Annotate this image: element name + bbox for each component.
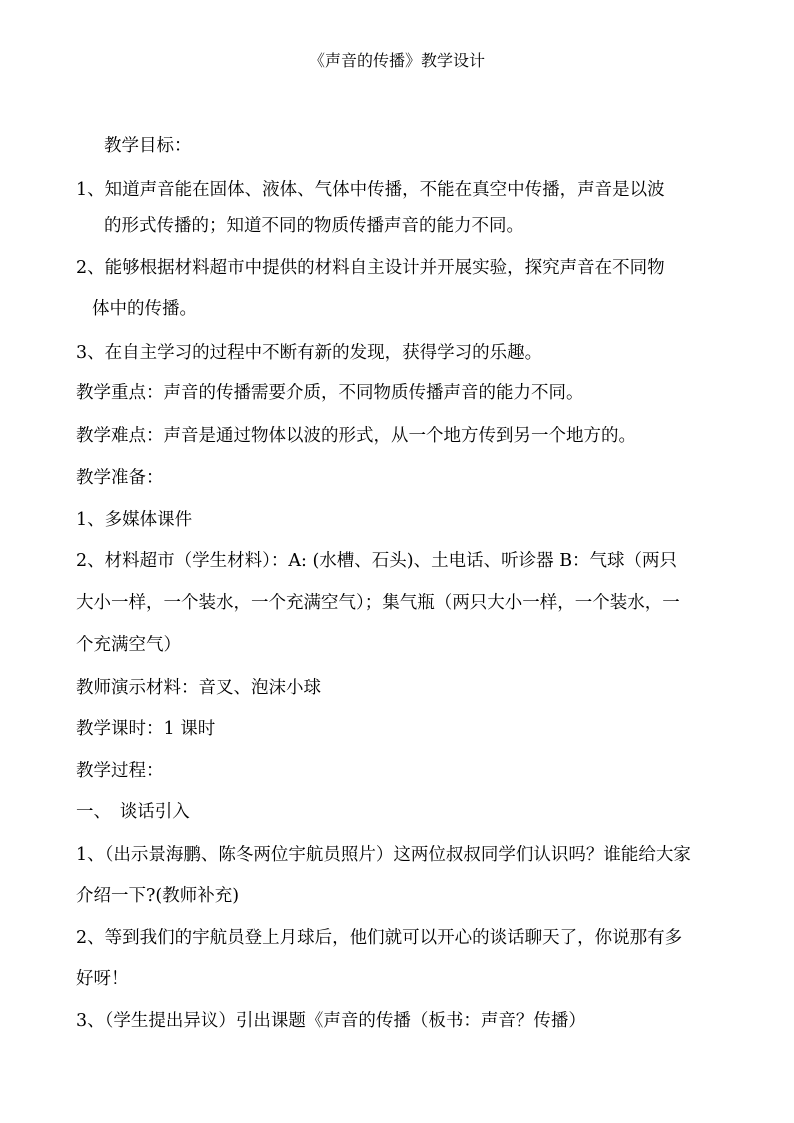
section-heading-objectives: 教学目标： [104, 136, 192, 156]
preparation-item-2-line-3: 个充满空气） [76, 635, 181, 655]
preparation-item-2-line-2: 大小一样，一个装水，一个充满空气）；集气瓶（两只大小一样，一个装水，一 [76, 593, 680, 613]
process-step-1-line-2: 介绍一下?(教师补充) [76, 886, 240, 906]
preparation-item-2-line-1: 2、材料超市（学生材料）：A: (水槽、石头)、土电话、听诊器 B：气球（两只 [76, 551, 678, 571]
objective-1-line-1: 1、知道声音能在固体、液体、气体中传播，不能在真空中传播，声音是以波 [76, 180, 665, 200]
process-step-2-line-2: 好呀！ [76, 969, 129, 989]
teacher-materials: 教师演示材料：音叉、泡沫小球 [76, 678, 321, 698]
objective-1-line-2: 的形式传播的；知道不同的物质传播声音的能力不同。 [104, 216, 524, 236]
process-part-1-heading: 一、 谈话引入 [76, 802, 190, 822]
process-step-2-line-1: 2、等到我们的宇航员登上月球后，他们就可以开心的谈话聊天了，你说那有多 [76, 928, 683, 948]
class-hours: 教学课时：1 课时 [76, 719, 216, 739]
preparation-item-1: 1、多媒体课件 [76, 510, 193, 530]
key-point: 教学重点：声音的传播需要介质，不同物质传播声音的能力不同。 [76, 383, 584, 403]
section-heading-preparation: 教学准备： [76, 468, 164, 488]
section-heading-process: 教学过程： [76, 761, 164, 781]
difficult-point: 教学难点：声音是通过物体以波的形式，从一个地方传到另一个地方的。 [76, 426, 636, 446]
document-title: 《声音的传播》教学设计 [308, 51, 485, 70]
objective-2-line-2: 体中的传播。 [92, 299, 197, 319]
objective-2-line-1: 2、能够根据材料超市中提供的材料自主设计并开展实验，探究声音在不同物 [76, 258, 665, 278]
process-step-1-line-1: 1、（出示景海鹏、陈冬两位宇航员照片）这两位叔叔同学们认识吗？谁能给大家 [76, 845, 691, 865]
objective-3: 3、在自主学习的过程中不断有新的发现，获得学习的乐趣。 [76, 343, 543, 363]
process-step-3: 3、（学生提出异议）引出课题《声音的传播（板书：声音？传播） [76, 1011, 586, 1031]
